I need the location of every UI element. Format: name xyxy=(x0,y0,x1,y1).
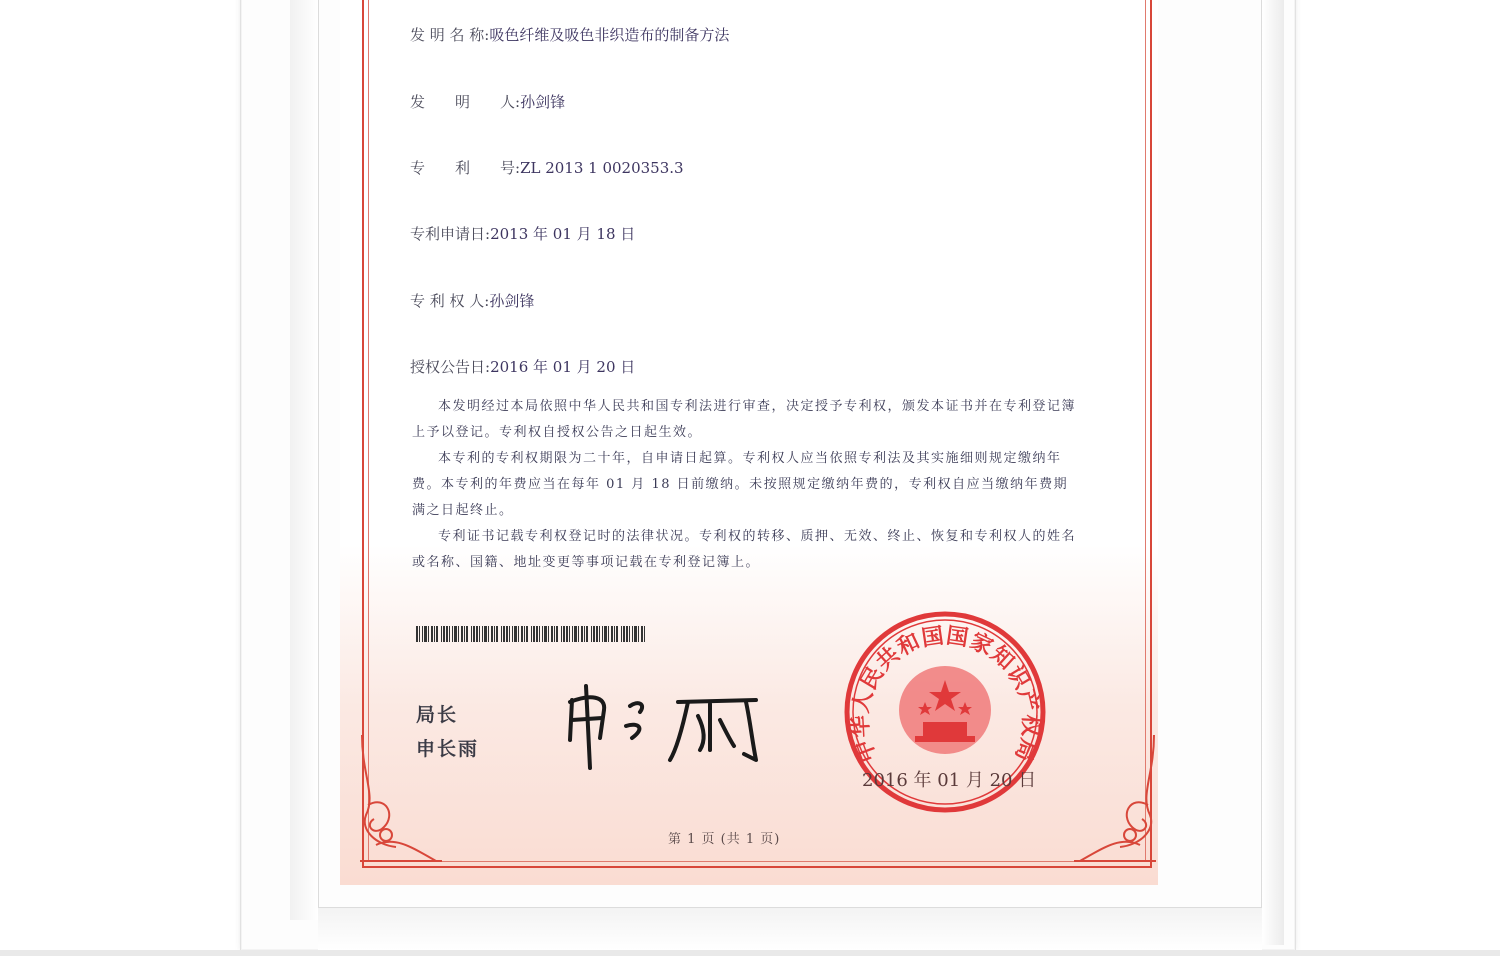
director-signature xyxy=(560,680,770,770)
field-application-date xyxy=(410,223,635,244)
field-inventor xyxy=(410,91,565,112)
certificate-body xyxy=(412,394,1082,576)
seal-date: 2016 年 01 月 20 日 xyxy=(862,770,1037,791)
seal-text: 中华人民共和国国家知识产权局 xyxy=(848,623,1043,766)
field-value: 吸色纤维及吸色非织造布的制备方法 xyxy=(489,26,730,44)
field-label: 发 明 名 称: xyxy=(410,26,490,44)
page-number: 第 1 页 (共 1 页) xyxy=(668,832,781,847)
field-value: ZL 2013 1 0020353.3 xyxy=(520,159,684,177)
field-value: 2013 年 01 月 18 日 xyxy=(490,225,636,243)
field-label: 专 利 权 人: xyxy=(410,292,490,310)
field-label: 授权公告日: xyxy=(410,358,491,376)
barcode-icon xyxy=(416,626,646,642)
body-paragraph: 本专利的专利权期限为二十年，自申请日起算。专利权人应当依照专利法及其实施细则规定缴纳年费。本专利的年费应当在每年 01 月 18 日前缴纳。未按照规定缴纳年费的，专利权自应当缴纳年费期满之日起终止。 xyxy=(412,451,1069,518)
field-grant-date xyxy=(410,356,635,377)
frame-bevel-bottom xyxy=(318,908,1262,950)
field-label: 专利申请日: xyxy=(410,225,491,243)
body-paragraph: 本发明经过本局依照中华人民共和国专利法进行审查，决定授予专利权，颁发本证书并在专利登记簿上予以登记。专利权自授权公告之日起生效。 xyxy=(412,399,1077,440)
body-paragraph: 专利证书记载专利权登记时的法律状况。专利权的转移、质押、无效、终止、恢复和专利权人的姓名或名称、国籍、地址变更等事项记载在专利登记簿上。 xyxy=(412,529,1077,570)
field-value: 2016 年 01 月 20 日 xyxy=(490,358,636,376)
field-patent-number xyxy=(410,157,684,178)
corner-ornament-right-icon xyxy=(1070,735,1160,865)
national-emblem-icon xyxy=(899,666,991,754)
field-value: 孙剑锋 xyxy=(489,292,535,310)
field-value: 孙剑锋 xyxy=(520,93,566,111)
director-name: 申长雨 xyxy=(416,738,480,760)
field-label: 发 明 人: xyxy=(410,93,521,111)
page-bottom-strip xyxy=(0,950,1500,956)
field-label: 专 利 号: xyxy=(410,159,521,177)
frame-bevel-left xyxy=(290,0,318,920)
field-patentee xyxy=(410,290,534,311)
director-title: 局长 xyxy=(416,704,459,726)
field-invention-name xyxy=(410,24,729,45)
frame-bevel-right xyxy=(1262,0,1284,945)
